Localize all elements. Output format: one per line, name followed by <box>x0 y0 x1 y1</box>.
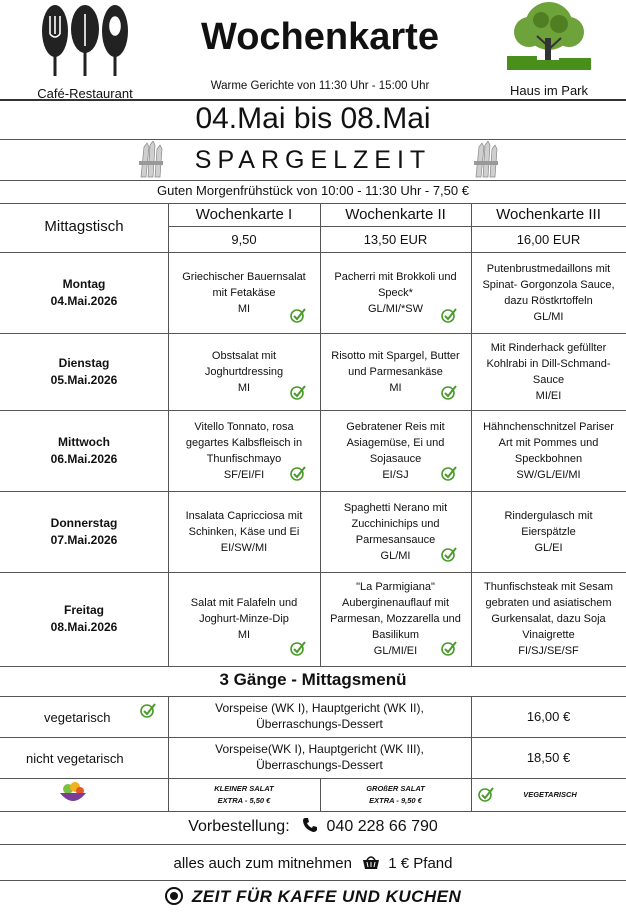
dish-line: MI <box>237 629 251 641</box>
dish-line: Speck* <box>378 286 413 299</box>
row-header-label: Mittagstisch <box>44 218 124 235</box>
dish-line: GL/MI <box>380 549 411 562</box>
dish-line: GL/MI/*SW <box>367 302 423 315</box>
preorder-label: Vorbestellung: <box>188 818 290 835</box>
dish-cell <box>471 261 626 325</box>
dish-line: GL/MI <box>533 310 564 323</box>
breakfast-text: Guten Morgenfrühstück von 10:00 - 11:30 Uhr - 7,50 € <box>157 183 469 198</box>
dish-line: Mit Rinderhack gefüllter <box>490 341 607 354</box>
takeaway-text: alles auch zum mitnehmen <box>173 855 352 872</box>
dish-line: MI <box>237 302 251 315</box>
dish-line: EI/SJ <box>382 468 409 481</box>
dish-line: MI/EI <box>535 389 562 402</box>
day-name: Dienstag <box>58 355 110 370</box>
dish-line: Kohlrabi in Dill-Schmand- <box>486 357 611 370</box>
page-title: Wochenkarte <box>201 16 439 58</box>
day-label <box>0 276 168 310</box>
check-icon <box>441 384 457 400</box>
dish-line: Pacherri mit Brokkoli und <box>334 270 457 283</box>
date-range: 04.Mai bis 08.Mai <box>195 102 431 135</box>
asparagus-left-icon <box>135 141 167 179</box>
dish-line: Vitello Tonnato, rosa <box>194 420 294 433</box>
day-name: Donnerstag <box>50 515 118 530</box>
theme-title: SPARGELZEIT <box>194 146 432 174</box>
dish-line: FI/SJ/SE/SF <box>518 645 579 657</box>
day-date: 08.Mai.2026 <box>50 620 118 634</box>
small-salad-label: KLEINER SALAT <box>214 784 274 793</box>
check-icon <box>441 546 457 562</box>
dish-cell <box>471 579 626 659</box>
dish-line: Insalata Capricciosa mit <box>185 509 303 522</box>
takeaway-line <box>0 854 626 872</box>
column-price-2: 13,50 EUR <box>363 232 428 247</box>
cutlery-trees-icon <box>30 4 140 79</box>
menu-row-meat-desc2: Überraschungs-Dessert <box>256 758 383 772</box>
dish-line: Gurkensalat, dazu Soja <box>491 613 606 625</box>
menu-row-meat-desc1: Vorspeise(WK I), Hauptgericht (WK III), <box>215 742 424 756</box>
dish-line: Basilikum <box>371 629 420 641</box>
dish-line: Parmesan, Mozzarella und <box>330 613 461 625</box>
check-icon <box>290 465 306 481</box>
column-price-3: 16,00 EUR <box>516 232 581 247</box>
dish-line: Speckbohnen <box>514 452 583 465</box>
menu-row-meat-price: 18,50 € <box>526 750 571 765</box>
dish-line: Salat mit Falafeln und <box>190 597 298 609</box>
dish-line: Sauce <box>532 373 565 386</box>
day-name: Montag <box>62 276 106 291</box>
day-date: 07.Mai.2026 <box>50 532 118 547</box>
day-label <box>0 515 168 549</box>
dish-line: SF/EI/FI <box>223 468 265 481</box>
day-name: Freitag <box>63 603 104 617</box>
dish-line: Art mit Pommes und <box>498 436 599 449</box>
column-header-3: Wochenkarte III <box>496 206 601 223</box>
day-date: 06.Mai.2026 <box>50 451 118 466</box>
check-icon <box>290 640 306 656</box>
deposit-text: 1 € Pfand <box>388 855 453 872</box>
right-logo <box>494 2 604 98</box>
footer-text: ZEIT FÜR KAFFE UND KUCHEN <box>191 887 462 906</box>
dish-line: Gebratener Reis mit <box>346 420 445 433</box>
column-header-2: Wochenkarte II <box>345 206 446 223</box>
dish-line: Obstsalat mit <box>211 349 277 362</box>
preorder-phone: 040 228 66 790 <box>326 818 438 835</box>
day-label <box>0 602 168 636</box>
dish-line: SW/GL/EI/MI <box>516 468 581 481</box>
dish-line: Hähnchenschnitzel Pariser <box>483 420 614 433</box>
check-icon <box>478 786 494 802</box>
dish-line: GL/EI <box>534 541 563 554</box>
dish-line: Asiagemüse, Ei und <box>346 436 445 449</box>
day-label <box>0 355 168 389</box>
dish-line: EI/SW/MI <box>220 541 268 554</box>
dish-cell <box>471 340 626 404</box>
phone-icon <box>302 817 318 833</box>
check-icon <box>290 307 306 323</box>
big-salad-price: EXTRA - 9,50 € <box>369 796 422 805</box>
menu-row-vegetarian-label: vegetarisch <box>44 710 111 725</box>
check-icon <box>441 640 457 656</box>
check-icon <box>441 465 457 481</box>
big-salad-label: GROßER SALAT <box>366 784 425 793</box>
dish-cell <box>471 508 626 556</box>
dish-line: Rindergulasch mit <box>504 509 593 522</box>
small-salad-price: EXTRA - 5,50 € <box>217 796 271 805</box>
dish-line: Eierspätzle <box>521 525 576 538</box>
column-price-1: 9,50 <box>231 232 257 247</box>
preorder-line <box>0 817 626 836</box>
check-icon <box>290 384 306 400</box>
basket-icon <box>362 854 380 870</box>
right-logo-label: Haus im Park <box>509 83 589 98</box>
dish-line: Thunfischmayo <box>206 452 282 465</box>
dish-line: "La Parmigiana" <box>356 581 435 593</box>
dish-line: Spinat- Gorgonzola Sauce, <box>482 278 615 291</box>
dish-line: Auberginenauflauf mit <box>341 597 449 609</box>
day-label <box>0 434 168 468</box>
coffee-cup-icon <box>165 887 183 905</box>
dish-line: Putenbrustmedaillons mit <box>486 262 611 275</box>
left-logo-label: Café-Restaurant <box>37 86 133 101</box>
menu-row-vegetarian-desc1: Vorspeise (WK I), Hauptgericht (WK II), <box>215 701 424 715</box>
asparagus-right-icon <box>470 141 502 179</box>
column-header-1: Wochenkarte I <box>195 206 293 223</box>
dish-line: GL/MI/EI <box>373 645 418 657</box>
dish-line: gegartes Kalbsfleisch in <box>185 436 303 449</box>
check-icon <box>441 307 457 323</box>
dish-line: gebraten und asiatischem <box>485 597 612 609</box>
salad-bowl-icon <box>58 781 88 807</box>
day-date: 04.Mai.2026 <box>50 293 118 308</box>
dish-line: dazu Röstkrtoffeln <box>504 294 593 307</box>
footer-line <box>0 887 626 907</box>
day-name: Mittwoch <box>58 434 110 449</box>
dish-line: Thunfischsteak mit Sesam <box>484 581 613 593</box>
dish-line: Schinken, Käse und Ei <box>188 525 300 538</box>
dish-line: Risotto mit Spargel, Butter <box>331 349 460 362</box>
left-logo <box>30 4 140 101</box>
dish-line: Spaghetti Nerano mit <box>343 501 448 514</box>
dish-line: MI <box>389 381 402 394</box>
vegetarian-legend: VEGETARISCH <box>523 790 577 799</box>
menu-row-vegetarian-price: 16,00 € <box>526 709 571 724</box>
dish-line: mit Fetakäse <box>212 286 276 299</box>
dish-cell <box>168 595 320 643</box>
menu-row-vegetarian-desc2: Überraschungs-Dessert <box>256 717 383 731</box>
dish-line: Vinaigrette <box>522 629 575 641</box>
day-date: 05.Mai.2026 <box>50 372 118 387</box>
dish-line: und Parmesankäse <box>348 365 443 378</box>
dish-line: Joghurt-Minze-Dip <box>199 613 289 625</box>
dish-cell <box>471 419 626 483</box>
check-icon <box>140 702 156 718</box>
dish-line: Griechischer Bauernsalat <box>182 270 306 283</box>
dish-line: Zucchinichips und <box>351 517 440 530</box>
dish-line: Joghurtdressing <box>204 365 284 378</box>
menu3-title: 3 Gänge - Mittagsmenü <box>219 670 407 689</box>
tree-house-icon <box>499 2 599 78</box>
hours-text: Warme Gerichte von 11:30 Uhr - 15:00 Uhr <box>210 80 430 92</box>
menu-row-meat-label: nicht vegetarisch <box>26 751 124 766</box>
dish-cell <box>168 508 320 556</box>
dish-line: Sojasauce <box>369 452 422 465</box>
dish-line: MI <box>237 381 251 394</box>
dish-line: Parmesansauce <box>355 533 436 546</box>
